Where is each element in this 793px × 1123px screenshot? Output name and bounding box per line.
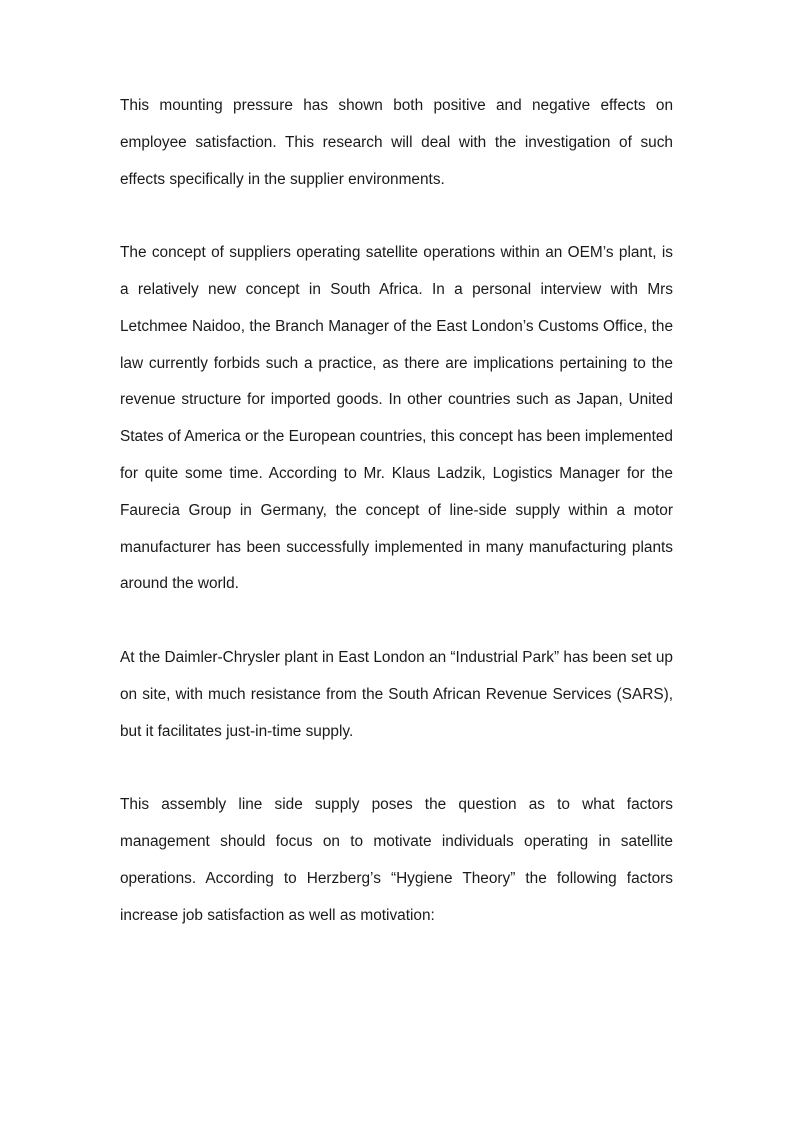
paragraph-3: At the Daimler-Chrysler plant in East London an “Industrial Park” has been set up on site, with much resistance from the South African Revenue Services (SARS), but it facilitates just-in-time supply. bbox=[120, 648, 673, 740]
paragraph-2: The concept of suppliers operating satellite operations within an OEM’s plant, is a relatively new concept in South Africa. In a personal interview with Mrs Letchmee Naidoo, the Branch Manager of the East London’s Customs Office, the law currently forbids such a practice, as there are implications pertaining to the revenue structure for imported goods. In other countries such as Japan, United States of America or the European countries, this concept has been implemented for quite some time. According to Mr. Klaus Ladzik, Logistics Manager for the Faurecia Group in Germany, the concept of line-side supply within a motor manufacturer has been successfully implemented in many manufacturing plants around the world. bbox=[120, 244, 673, 593]
paragraph-1: This mounting pressure has shown both positive and negative effects on employee satisfaction. This research will deal with the investigation of such effects specifically in the supplier environments. bbox=[120, 97, 673, 188]
body-text bbox=[120, 88, 673, 934]
paragraph-4: This assembly line side supply poses the question as to what factors management should focus on to motivate individuals operating in satellite operations. According to Herzberg’s “Hygiene Theory” the following factors increase job satisfaction as well as motivation: bbox=[120, 796, 673, 924]
